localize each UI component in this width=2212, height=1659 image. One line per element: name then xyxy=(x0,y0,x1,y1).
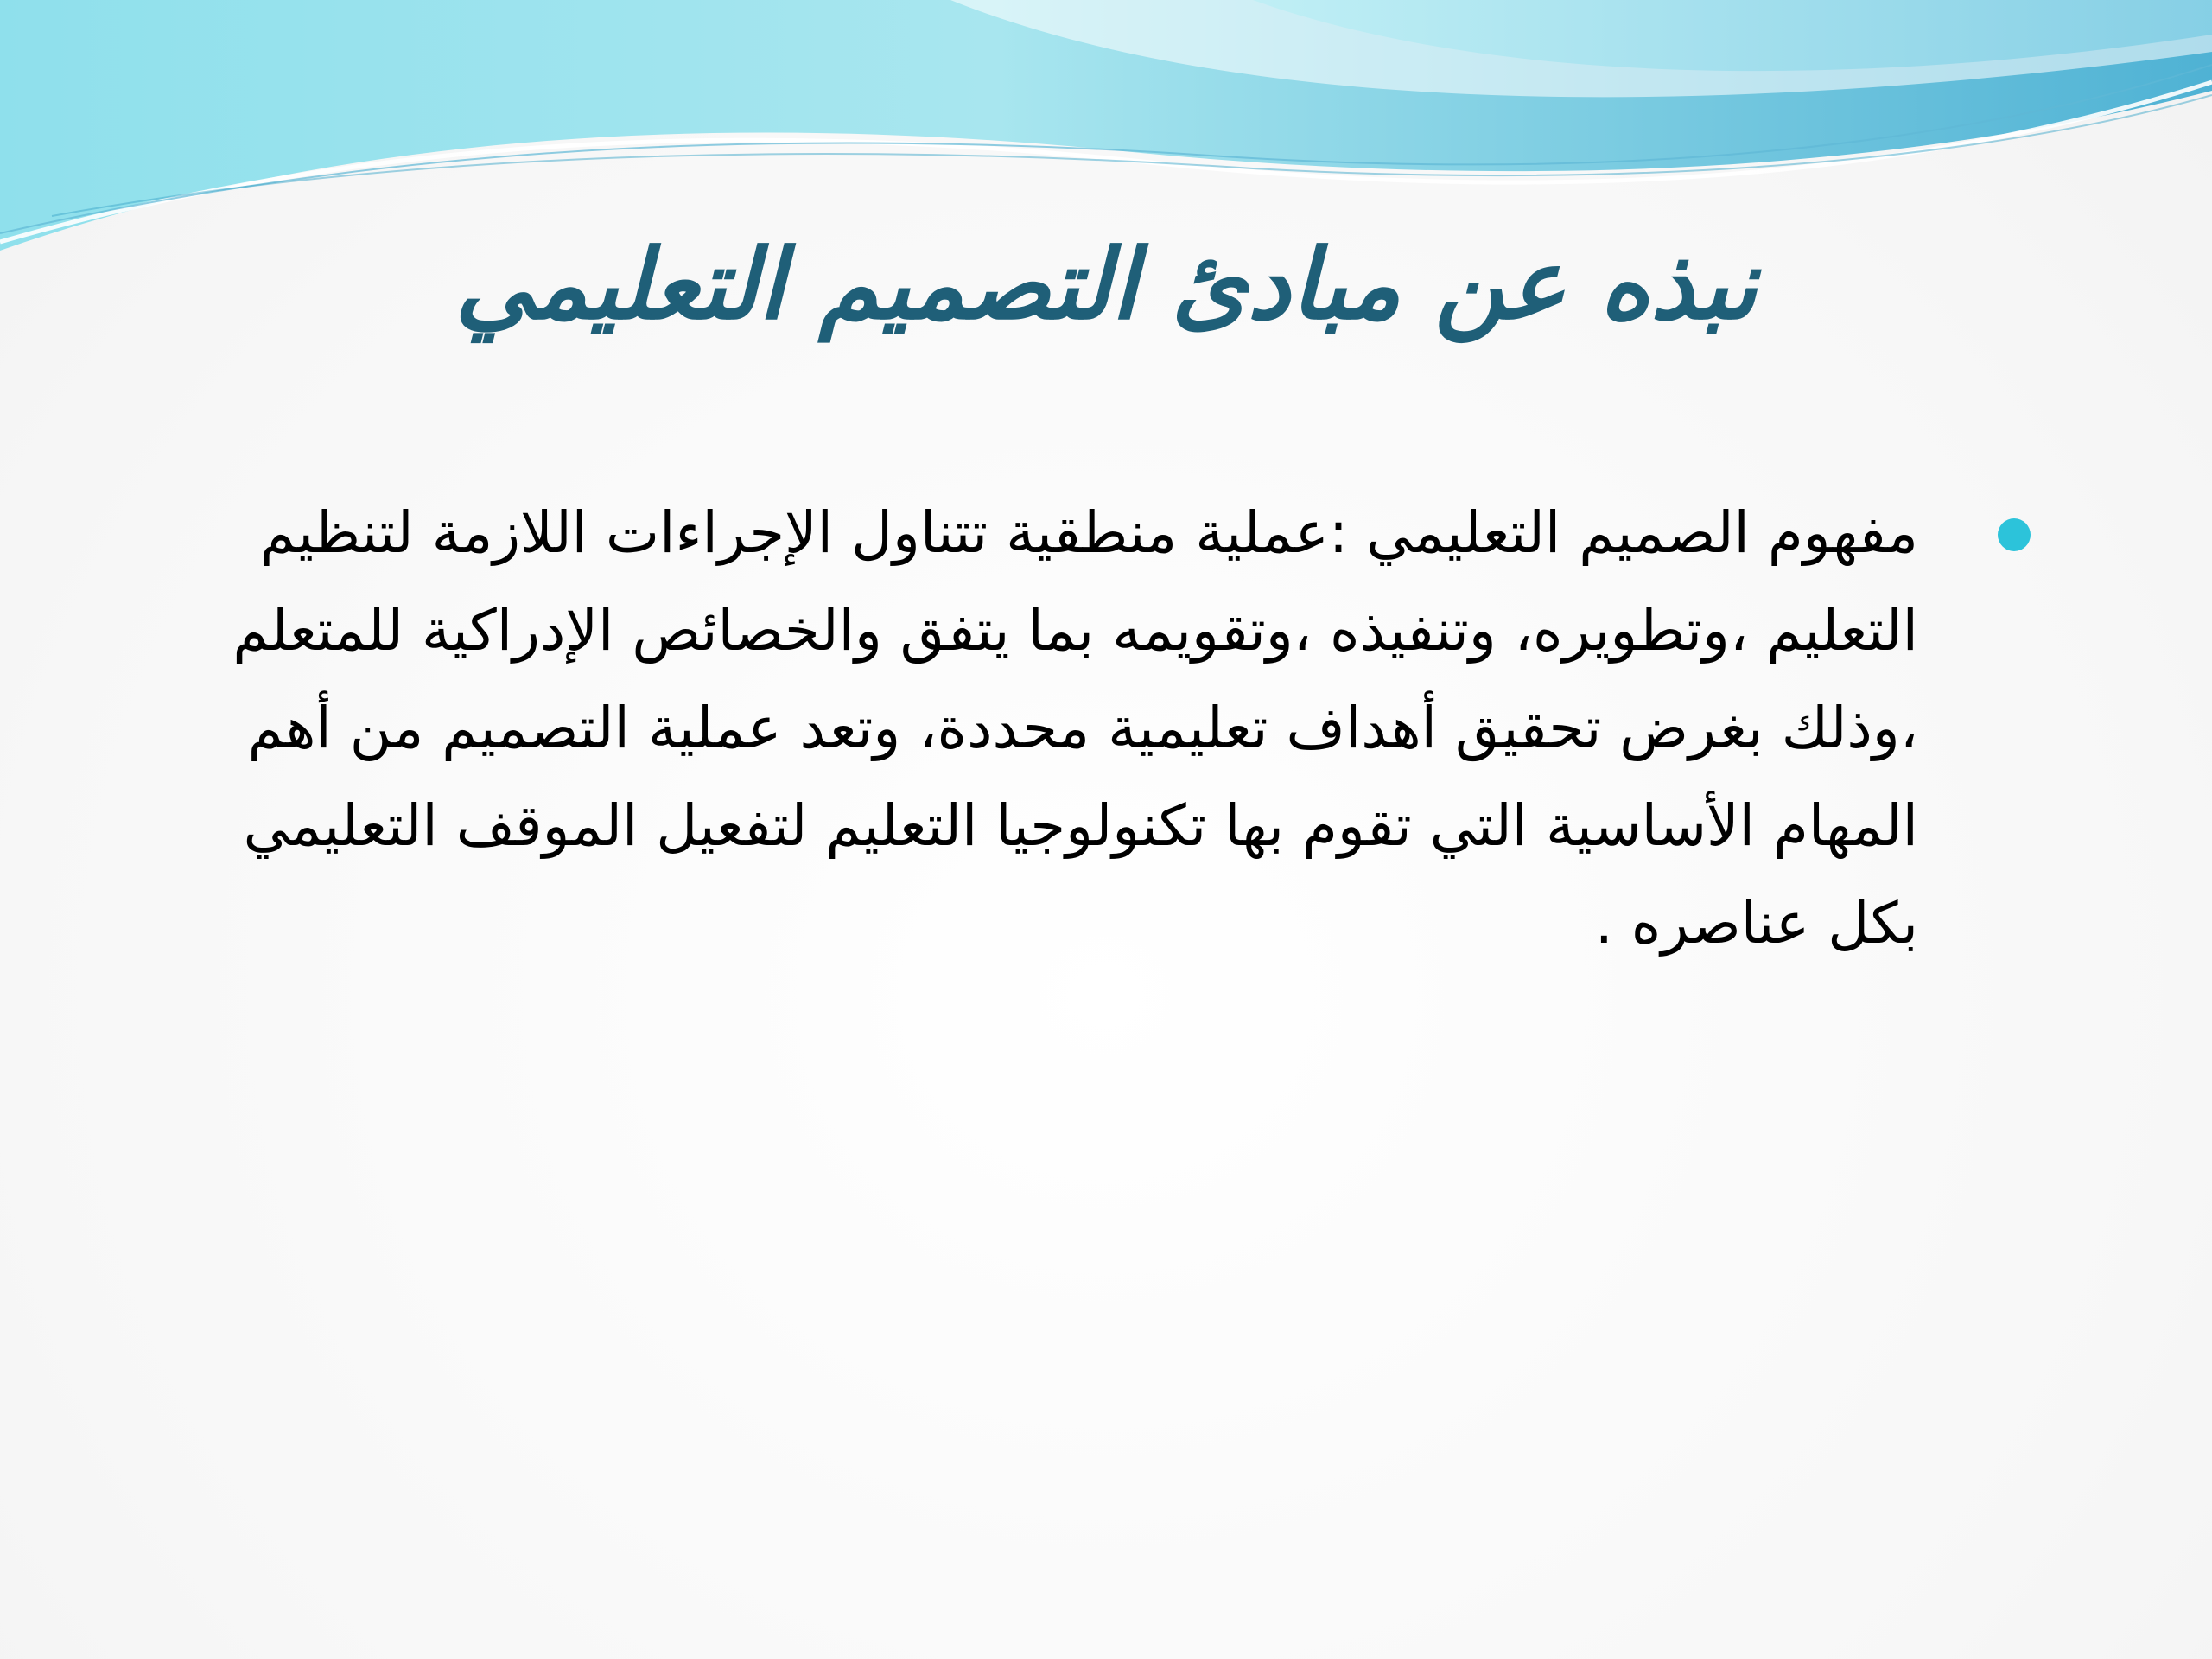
slide-title: نبذه عن مبادئ التصميم التعليمي xyxy=(454,228,1758,341)
bullet-text: مفهوم الصميم التعليمي :عملية منطقية تتناول الإجراءات اللازمة لتنظيم التعليم ،وتطويره، وتنفيذه ،وتقويمه بما يتفق والخصائص الإدراكية للمتعلم ،وذلك بغرض تحقيق أهداف تعليمية محددة، وتعد عملية التصميم من أهم المهام الأساسية التي تقوم بها تكنولوجيا التعليم لتفعيل الموقف التعليمي بكل عناصره . xyxy=(232,499,1918,957)
bullet-item xyxy=(147,484,2048,972)
bullet-list xyxy=(147,484,2048,972)
bullet-dot-icon xyxy=(1998,518,2031,551)
